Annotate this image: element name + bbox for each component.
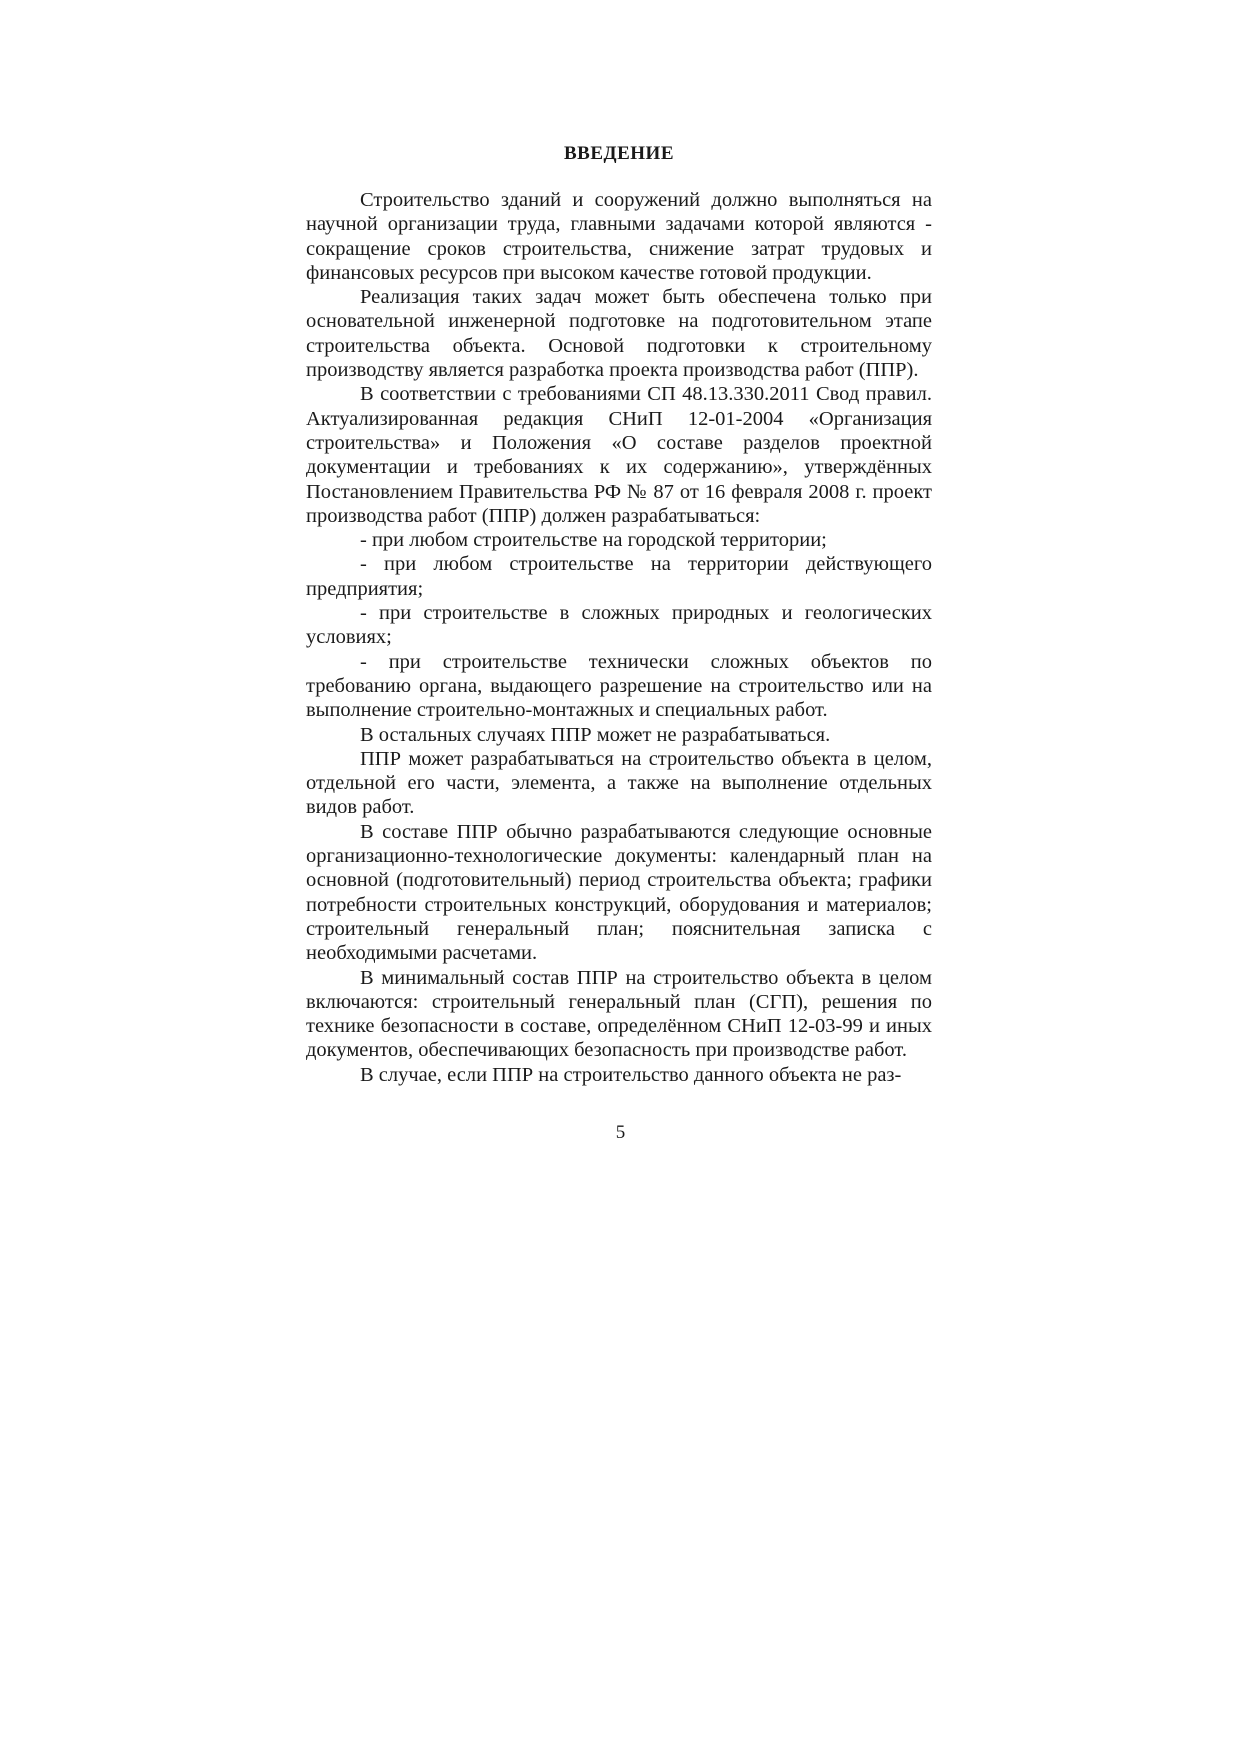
paragraph: В остальных случаях ППР может не разрабатываться. xyxy=(360,723,831,746)
page-number: 5 xyxy=(615,1122,626,1143)
paragraph: ППР может разрабатываться на строительство объекта в целом, отдельной его части, элемента, а также на выполнение отдельных видов работ. xyxy=(306,747,932,819)
paragraph: В соответствии с требованиями СП 48.13.330.2011 Свод правил. Актуализированная редакция СНиП 12-01-2004 «Организация строительства» и Положения «О составе разделов проектной документации и требованиях к их содержанию», утверждённых Постановлением Правительства РФ № 87 от 16 февраля 2008 г. проект производства работ (ППР) должен разрабатываться: xyxy=(306,383,932,527)
list-item: - при любом строительстве на городской территории; xyxy=(360,529,827,552)
list-item: - при строительстве в сложных природных и геологических условиях; xyxy=(306,602,932,649)
paragraph: Реализация таких задач может быть обеспечена только при основательной инженерной подготовке на подготовительном этапе строительства объекта. Основой подготовки к строительному производству является разработка проекта производства работ (ППР). xyxy=(306,286,932,382)
paragraph: В случае, если ППР на строительство данного объекта не раз- xyxy=(360,1063,902,1086)
page-text xyxy=(306,142,932,1087)
paragraph: Строительство зданий и сооружений должно выполняться на научной организации труда, главными задачами которой являются - сокращение сроков строительства, снижение затрат трудовых и финансовых ресурсов при высоком качестве готовой продукции. xyxy=(306,189,932,284)
paragraph: В минимальный состав ППР на строительство объекта в целом включаются: строительный генеральный план (СГП), решения по технике безопасности в составе, определённом СНиП 12-03-99 и иных документов, обеспечивающих безопасность при производстве работ. xyxy=(306,966,932,1062)
section-title: ВВЕДЕНИЕ xyxy=(564,143,674,164)
list-item: - при строительстве технически сложных объектов по требованию органа, выдающего разрешение на строительство или на выполнение строительно-монтажных и специальных работ. xyxy=(306,650,932,722)
list-item: - при любом строительстве на территории действующего предприятия; xyxy=(306,553,932,600)
paragraph: В составе ППР обычно разрабатываются следующие основные организационно-технологические документы: календарный план на основной (подготовительный) период строительства объекта; графики потребности строительных конструкций, оборудования и материалов; строительный генеральный план; пояснительная записка с необходимыми расчетами. xyxy=(306,820,932,965)
